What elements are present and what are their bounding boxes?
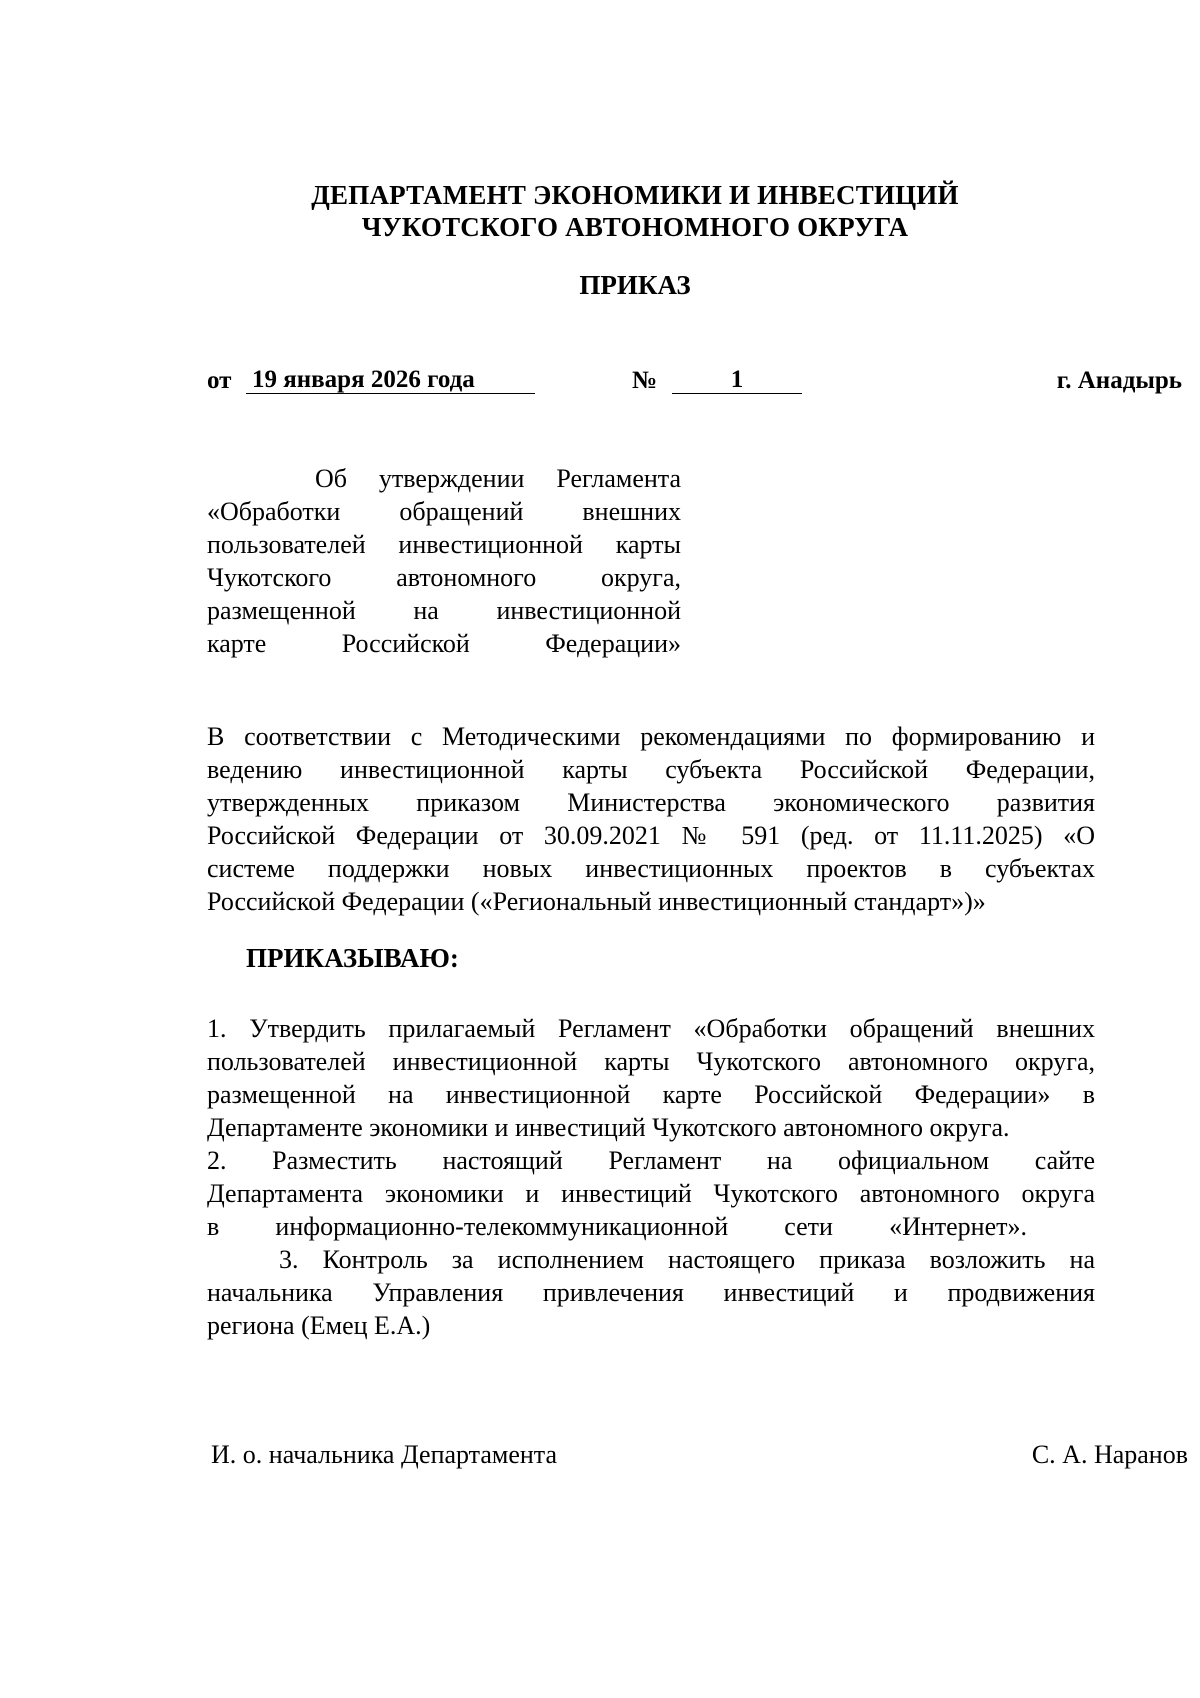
preamble-line: В соответствии с Методическими рекомендациями по формированию и [207, 722, 1095, 751]
order-number-label: № [632, 367, 658, 394]
order-directive-heading: ПРИКАЗЫВАЮ: [246, 943, 459, 973]
preamble-line: утвержденных приказом Министерства экономического развития [207, 788, 1095, 817]
item-line: Департамента экономики и инвестиций Чукотского автономного округа [207, 1179, 1095, 1208]
item-line: 3. Контроль за исполнением настоящего приказа возложить на [279, 1245, 1095, 1274]
preamble-line: ведению инвестиционной карты субъекта Российской Федерации, [207, 755, 1095, 784]
item-line: 2. Разместить настоящий Регламент на официальном сайте [207, 1146, 1095, 1175]
title-line: «Обработки обращений внешних [207, 497, 681, 526]
signatory-name: С. А. Наранов [1031, 1440, 1188, 1469]
signatory-position: И. о. начальника Департамента [211, 1440, 558, 1469]
title-line: Чукотского автономного округа, [207, 563, 681, 592]
item-line: пользователей инвестиционной карты Чукотского автономного округа, [207, 1047, 1095, 1076]
date-prefix: от [207, 367, 232, 394]
title-line: размещенной на инвестиционной [207, 596, 681, 625]
preamble-line: Российской Федерации («Региональный инвестиционный стандарт»)» [207, 887, 986, 916]
item-line: начальника Управления привлечения инвестиций и продвижения [207, 1278, 1095, 1307]
order-item-3 [207, 1243, 1095, 1342]
order-number: 1 [672, 367, 802, 394]
order-item-1 [207, 1012, 1095, 1144]
org-name-line2: ЧУКОТСКОГО АВТОНОМНОГО ОКРУГА [361, 212, 909, 242]
order-item-2 [207, 1144, 1095, 1243]
order-city: г. Анадырь [1056, 367, 1182, 394]
preamble-paragraph [207, 720, 1095, 918]
title-line: пользователей инвестиционной карты [207, 530, 681, 559]
item-line: 1. Утвердить прилагаемый Регламент «Обработки обращений внешних [207, 1014, 1095, 1043]
title-line: Об утверждении Регламента [315, 464, 681, 493]
title-line: карте Российской Федерации» [207, 629, 681, 658]
item-line: Департаменте экономики и инвестиций Чукотского автономного округа. [207, 1113, 1010, 1142]
document-type-title: ПРИКАЗ [579, 270, 691, 300]
item-line: размещенной на инвестиционной карте Российской Федерации» в [207, 1080, 1095, 1109]
preamble-line: системе поддержки новых инвестиционных проектов в субъектах [207, 854, 1095, 883]
order-subject-title [207, 462, 681, 660]
preamble-line: Российской Федерации от 30.09.2021 № 591 (ред. от 11.11.2025) «О [207, 821, 1095, 850]
item-line: региона (Емец Е.А.) [207, 1311, 431, 1340]
order-date: 19 января 2026 года [246, 367, 535, 394]
org-name-line1: ДЕПАРТАМЕНТ ЭКОНОМИКИ И ИНВЕСТИЦИЙ [311, 180, 959, 210]
item-line: в информационно-телекоммуникационной сети «Интернет». [207, 1212, 1027, 1241]
